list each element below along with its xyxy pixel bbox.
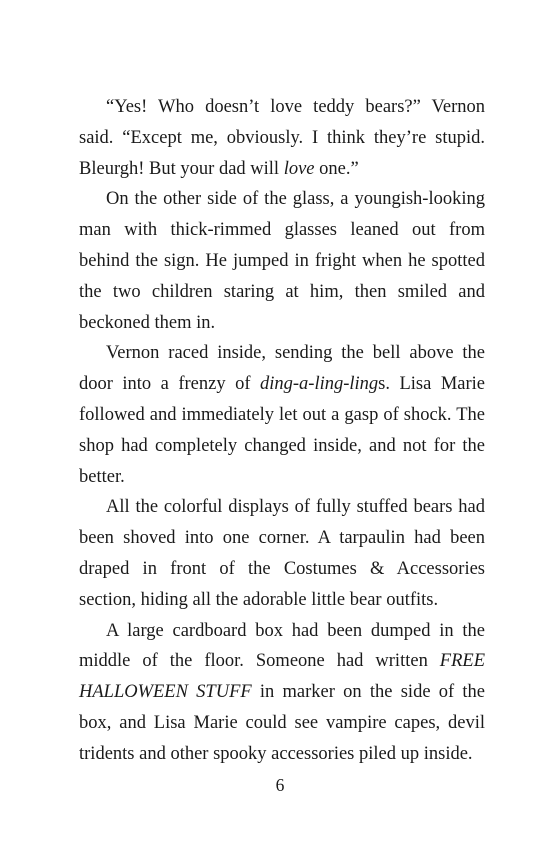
paragraph-1-emphasis: love bbox=[283, 158, 315, 179]
paragraph-5-emphasis: FREE HALLOWEEN STUFF bbox=[79, 651, 485, 703]
page-number: 6 bbox=[275, 775, 285, 795]
paragraph-4-text: All the colorful displays of fully stuffed bears had been shoved into one corner. A tarpaulin had been draped in front of the Costumes & Accessories section, hiding all the adorable little bear outfits. bbox=[79, 497, 485, 610]
paragraph-4 bbox=[79, 492, 485, 615]
page-body bbox=[79, 92, 485, 770]
paragraph-3 bbox=[79, 338, 485, 492]
paragraph-3-text-end: s. Lisa Marie followed and immediately let out a gasp of shock. The shop had completely changed inside, and not for the better. bbox=[79, 374, 485, 487]
paragraph-3-emphasis: ding-a-ling-ling bbox=[259, 374, 379, 395]
paragraph-5-text-end: in marker on the side of the box, and Lisa Marie could see vampire capes, devil tridents and other spooky accessories piled up inside. bbox=[79, 682, 486, 764]
paragraph-3-text: Vernon raced inside, sending the bell above the door into a frenzy of bbox=[79, 343, 485, 395]
paragraph-2-text: On the other side of the glass, a youngish-looking man with thick-rimmed glasses leaned out from behind the sign. He jumped in fright when he spotted the two children staring at him, then smiled and beckoned them in. bbox=[79, 189, 485, 333]
paragraph-1-text: “Yes! Who doesn’t love teddy bears?” Vernon said. “Except me, obviously. I think they’re stupid. Bleurgh! But your dad will bbox=[79, 97, 485, 179]
paragraph-1-text-end: one.” bbox=[314, 158, 359, 179]
paragraph-5 bbox=[79, 616, 485, 770]
paragraph-1 bbox=[79, 92, 485, 184]
paragraph-2 bbox=[79, 184, 485, 338]
paragraph-5-text: A large cardboard box had been dumped in the middle of the floor. Someone had written bbox=[79, 620, 485, 672]
